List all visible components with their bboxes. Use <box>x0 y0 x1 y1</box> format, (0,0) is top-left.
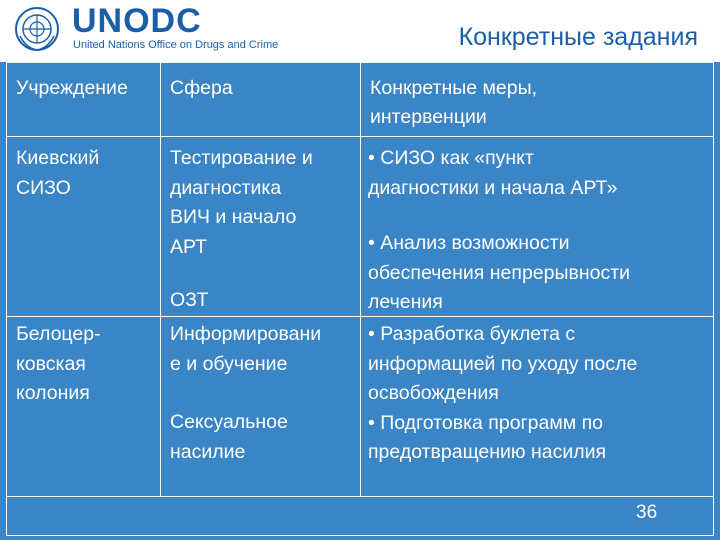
header-measures-line1: Конкретные меры, <box>370 77 538 99</box>
area-line: Тестирование и <box>170 147 313 169</box>
measure-line: предотвращению насилия <box>368 441 607 463</box>
measure-line: диагностики и начала АРТ» <box>368 176 618 199</box>
column-divider <box>160 62 161 496</box>
area-line: АРТ <box>170 235 208 258</box>
area-line: ВИЧ и начало <box>170 206 297 228</box>
row1-measures-b <box>368 229 630 318</box>
header-area: Сфера <box>170 77 233 99</box>
header-measures-line2: интервенции <box>370 106 487 128</box>
row1-measures-a <box>368 144 617 203</box>
slide-title: Конкретные задания <box>458 23 698 51</box>
measure-line: • Подготовка программ по <box>368 411 603 434</box>
area-line: насилие <box>170 440 246 463</box>
measure-line: • СИЗО как «пункт <box>368 147 534 169</box>
institution-line: Белоцер- <box>16 323 101 345</box>
page-number: 36 <box>636 502 658 523</box>
institution-line: ковская <box>16 352 86 375</box>
row1-institution <box>16 144 99 203</box>
table-bottom-line <box>6 496 714 497</box>
measure-line: информацией по уходу после <box>368 352 638 375</box>
logo-text: UNODC <box>72 2 202 40</box>
institution-line: СИЗО <box>16 176 71 199</box>
logo-subtitle: United Nations Office on Drugs and Crime <box>73 39 279 51</box>
area-line: е и обучение <box>170 352 288 375</box>
row2-measures <box>368 320 637 468</box>
area-line: Информировани <box>170 323 322 345</box>
row2-area-b <box>170 408 288 467</box>
measure-line: • Разработка буклета с <box>368 323 576 345</box>
measure-line: обеспечения непрерывности <box>368 261 631 284</box>
measure-line: • Анализ возможности <box>368 232 570 254</box>
measure-line: освобождения <box>368 382 499 404</box>
area-line: диагностика <box>170 176 282 199</box>
header-institution: Учреждение <box>16 77 128 99</box>
area-line: Сексуальное <box>170 411 288 433</box>
un-emblem-icon <box>14 6 60 52</box>
institution-line: колония <box>16 382 90 404</box>
column-divider <box>360 62 361 496</box>
header-bar <box>0 0 720 62</box>
row1-area-ozt: ОЗТ <box>170 289 209 311</box>
row2-institution <box>16 320 101 409</box>
row2-area-a <box>170 320 321 379</box>
institution-line: Киевский <box>16 147 100 169</box>
measure-line: лечения <box>368 291 443 313</box>
row1-area <box>170 144 313 262</box>
